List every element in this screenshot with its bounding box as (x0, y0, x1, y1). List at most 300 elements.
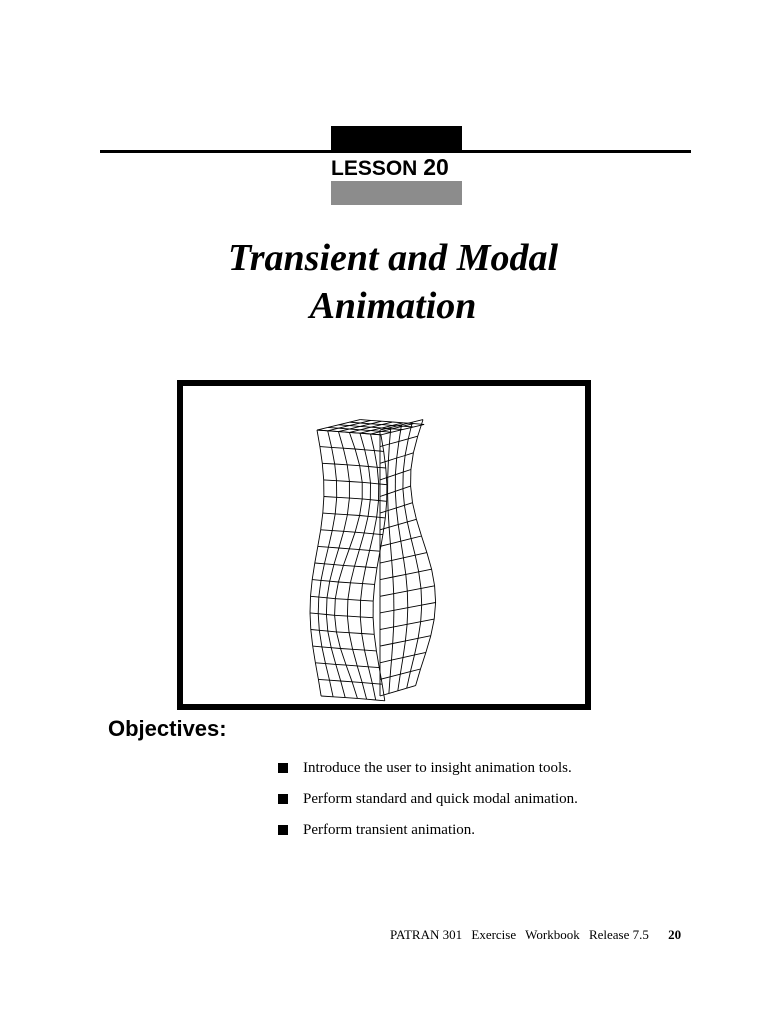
mesh-line (374, 634, 376, 651)
mesh-line (343, 448, 347, 465)
mesh-line (398, 525, 401, 542)
mesh-line (341, 681, 352, 682)
mesh-line (362, 482, 370, 483)
mesh-line (322, 647, 331, 648)
page-title (150, 234, 636, 330)
mesh-line (419, 572, 421, 589)
mesh-line (407, 519, 416, 522)
mesh-line (360, 466, 363, 483)
mesh-line (352, 682, 362, 683)
mesh-line (317, 430, 328, 431)
mesh-line (393, 627, 394, 644)
mesh-line (360, 424, 371, 427)
mesh-line (374, 451, 377, 468)
mesh-line (403, 427, 414, 430)
mesh-line (406, 572, 419, 575)
mesh-line (407, 591, 408, 608)
mesh-line (360, 499, 363, 516)
objective-text: Perform standard and quick modal animation. (303, 791, 578, 807)
mesh-line (392, 560, 393, 577)
mesh-line (382, 422, 393, 425)
mesh-line (380, 627, 394, 630)
mesh-line (393, 422, 404, 423)
mesh-line (343, 549, 349, 566)
mesh-line (344, 515, 348, 532)
mesh-line (405, 439, 408, 456)
mesh-line (416, 669, 421, 686)
mesh-line (421, 652, 426, 669)
mesh-line (349, 549, 359, 550)
mesh-line (418, 420, 423, 437)
mesh-line (330, 581, 339, 582)
mesh-line (339, 426, 350, 429)
mesh-line (355, 449, 360, 466)
mesh-line (328, 425, 339, 428)
mesh-line (330, 565, 334, 582)
mesh-line (328, 428, 339, 431)
mesh-line (331, 648, 340, 649)
mesh-line (341, 649, 347, 666)
mesh-line (360, 431, 371, 434)
mesh-line (388, 444, 389, 461)
mesh-line (415, 652, 426, 655)
mesh-line (360, 426, 371, 427)
mesh-line (422, 603, 436, 606)
mesh-line (377, 467, 386, 468)
mesh-line (389, 427, 390, 444)
mesh-line (410, 655, 414, 672)
mesh-line (382, 425, 393, 426)
mesh-line (339, 429, 350, 432)
mesh-line (327, 581, 330, 598)
mesh-line (311, 580, 313, 597)
mesh-line (345, 698, 357, 699)
mesh-line (339, 428, 350, 429)
mesh-line (431, 619, 434, 636)
mesh-line (369, 467, 378, 468)
mesh-line (355, 516, 360, 533)
mesh-line (335, 464, 348, 465)
mesh-line (336, 632, 340, 649)
mesh-line (369, 467, 371, 484)
mesh-line (374, 451, 383, 452)
mesh-line (321, 530, 333, 531)
mesh-line (318, 679, 321, 696)
mesh-line (360, 433, 365, 450)
mesh-line (338, 565, 343, 582)
mesh-line (349, 633, 353, 650)
deformed-mesh-figure (183, 386, 585, 704)
mesh-line (390, 541, 400, 544)
mesh-line (383, 518, 385, 535)
mesh-line (349, 430, 360, 433)
mesh-line (311, 596, 319, 597)
mesh-line (421, 586, 435, 589)
mesh-line (386, 468, 387, 485)
mesh-line (380, 594, 394, 597)
mesh-line (320, 447, 322, 464)
mesh-line (326, 615, 327, 632)
mesh-line (319, 630, 328, 631)
mesh-line (421, 619, 435, 622)
mesh-line (333, 697, 345, 698)
mesh-line (396, 508, 398, 525)
mesh-line (403, 489, 405, 506)
mesh-line (353, 649, 365, 650)
mesh-line (343, 448, 355, 449)
mesh-line (380, 644, 393, 647)
mesh-line (328, 431, 339, 432)
mesh-line (373, 618, 374, 635)
mesh-line (315, 663, 325, 664)
mesh-line (353, 649, 358, 666)
mesh-line (360, 420, 371, 421)
mesh-line (337, 497, 350, 498)
mesh-line (324, 497, 337, 498)
mesh-line (310, 613, 311, 630)
mesh-line (327, 598, 335, 599)
mesh-line (349, 426, 360, 427)
page-footer (390, 927, 687, 943)
mesh-line (435, 586, 436, 603)
mesh-line (398, 674, 401, 691)
mesh-line (399, 439, 408, 442)
mesh-line (421, 605, 422, 622)
mesh-line (362, 634, 365, 651)
mesh-line (336, 664, 341, 681)
mesh-line (371, 420, 382, 421)
mesh-line (349, 432, 355, 449)
mesh-line (385, 501, 386, 518)
mesh-line (349, 482, 362, 483)
mesh-line (365, 650, 377, 651)
mesh-line (335, 582, 338, 599)
mesh-line (380, 660, 392, 663)
mesh-line (403, 456, 405, 473)
mesh-line (389, 441, 399, 444)
mesh-line (397, 441, 399, 458)
mesh-line (331, 648, 336, 665)
mesh-line (403, 470, 411, 473)
mesh-line (326, 664, 336, 665)
lesson-word: LESSON (331, 157, 418, 180)
mesh-line (311, 630, 313, 647)
mesh-line (332, 447, 344, 448)
mesh-line (326, 664, 330, 681)
mesh-line (360, 466, 369, 467)
mesh-line (390, 544, 391, 561)
mesh-line (388, 461, 389, 478)
mesh-line (321, 580, 330, 581)
mesh-line (418, 636, 431, 639)
mesh-line (359, 550, 369, 551)
mesh-line (394, 624, 408, 627)
mesh-line (408, 436, 417, 439)
mesh-line (313, 646, 322, 647)
mesh-line (372, 683, 382, 684)
mesh-line (347, 616, 360, 617)
mesh-line (362, 499, 370, 500)
mesh-line (349, 423, 360, 426)
mesh-line (363, 567, 366, 584)
mesh-line (416, 519, 421, 536)
mesh-line (434, 603, 435, 620)
mesh-line (346, 665, 352, 682)
mesh-line (321, 564, 324, 581)
mesh-line (315, 663, 318, 680)
mesh-line (319, 580, 321, 597)
mesh-line (352, 682, 357, 699)
mesh-line (362, 683, 366, 700)
mesh-line (328, 631, 337, 632)
mesh-line (427, 553, 432, 570)
mesh-line (373, 584, 374, 601)
mesh-line (335, 514, 347, 515)
mesh-line (335, 464, 337, 481)
mesh-line (332, 447, 335, 464)
mesh-line (389, 527, 390, 544)
mesh-line (365, 450, 375, 451)
mesh-line (404, 503, 412, 506)
mesh-line (322, 647, 326, 664)
mesh-line (347, 599, 348, 616)
mesh-line (349, 532, 355, 549)
mesh-line (334, 565, 344, 566)
bullet-square-icon (278, 794, 288, 804)
mesh-line (336, 664, 346, 665)
mesh-line (394, 591, 408, 594)
bullet-square-icon (278, 763, 288, 773)
mesh-line (357, 698, 366, 699)
mesh-line (371, 434, 381, 435)
mesh-line (335, 599, 348, 600)
mesh-line (407, 686, 416, 689)
mesh-line (403, 558, 405, 575)
mesh-line (338, 582, 350, 583)
mesh-line (368, 500, 370, 517)
lesson-number: 20 (423, 154, 449, 180)
mesh-line (380, 461, 388, 464)
mesh-line (360, 427, 371, 430)
mesh-line (390, 674, 400, 677)
mesh-line (371, 425, 382, 428)
mesh-line (380, 577, 393, 580)
mesh-line (346, 665, 357, 666)
mesh-line (361, 600, 374, 601)
mesh-line (318, 546, 329, 547)
mesh-line (317, 430, 320, 447)
mesh-line (392, 644, 393, 661)
mesh-line (394, 608, 408, 611)
mesh-line (408, 605, 422, 608)
mesh-line (366, 567, 377, 568)
mesh-line (339, 425, 350, 426)
mesh-line (355, 550, 360, 567)
mesh-line (403, 655, 415, 658)
mesh-line (415, 638, 419, 655)
mesh-line (324, 564, 334, 565)
mesh-line (366, 550, 370, 567)
mesh-line (411, 486, 413, 503)
mesh-line (365, 450, 369, 467)
mesh-line (349, 633, 362, 634)
mesh-line (319, 630, 322, 647)
mesh-line (347, 465, 360, 466)
mesh-line (360, 617, 361, 634)
mesh-line (377, 467, 379, 484)
mesh-line (349, 426, 360, 429)
mesh-line (347, 616, 349, 633)
mesh-line (348, 583, 351, 600)
mesh-line (328, 547, 339, 548)
mesh-line (377, 517, 386, 518)
mesh-line (364, 533, 373, 534)
mesh-line (359, 533, 364, 550)
mesh-line (389, 691, 398, 694)
mesh-line (405, 638, 418, 641)
mesh-line (380, 511, 388, 514)
mesh-line (337, 481, 350, 482)
mesh-line (407, 672, 411, 689)
mesh-line (371, 424, 382, 425)
mesh-line (374, 534, 383, 535)
mesh-line (400, 672, 410, 675)
mesh-line (349, 429, 360, 430)
mesh-line (357, 666, 368, 667)
mesh-line (400, 658, 403, 675)
mesh-line (380, 610, 394, 613)
mesh-line (398, 688, 407, 691)
mesh-line (377, 501, 379, 518)
footer-workbook: Workbook (525, 927, 580, 942)
mesh-line (311, 630, 320, 631)
mesh-line (318, 597, 319, 614)
mesh-line (355, 449, 365, 450)
mesh-line (320, 447, 332, 448)
mesh-line (334, 548, 339, 565)
mesh-line (422, 536, 427, 553)
mesh-line (321, 696, 333, 697)
mesh-line (344, 531, 355, 532)
mesh-line (421, 588, 422, 605)
mesh-line (370, 534, 374, 551)
mesh-line (312, 580, 321, 581)
mesh-line (413, 436, 417, 453)
mesh-line (367, 699, 376, 700)
mesh-line (347, 465, 349, 482)
mesh-line (368, 667, 372, 684)
mesh-line (382, 421, 393, 422)
mesh-line (413, 503, 417, 520)
mesh-line (401, 539, 411, 542)
mesh-line (336, 632, 349, 633)
mesh-line (355, 532, 364, 533)
mesh-line (432, 569, 435, 586)
mesh-line (335, 615, 348, 616)
mesh-line (384, 451, 386, 468)
mesh-line (392, 558, 404, 561)
mesh-line (398, 522, 407, 525)
mesh-line (388, 491, 396, 494)
mesh-line (318, 614, 319, 631)
mesh-line (332, 514, 335, 531)
mesh-line (370, 500, 378, 501)
mesh-line (396, 505, 404, 508)
mesh-line (348, 599, 361, 600)
mesh-line (411, 453, 414, 470)
mesh-line (388, 508, 396, 511)
mesh-line (339, 531, 344, 548)
mesh-line (380, 444, 389, 447)
mesh-line (362, 683, 372, 684)
mesh-line (310, 613, 318, 614)
mesh-line (370, 550, 380, 551)
mesh-line (362, 634, 375, 635)
mesh-line (412, 420, 423, 423)
mesh-line (371, 483, 379, 484)
mesh-line (339, 432, 350, 433)
mesh-line (321, 513, 323, 530)
mesh-line (360, 420, 371, 423)
footer-product: PATRAN 301 (390, 927, 463, 942)
title-line-1: Transient and Modal (227, 237, 559, 279)
mesh-line (395, 458, 396, 475)
mesh-line (376, 700, 385, 701)
mesh-line (395, 491, 396, 508)
mesh-line (343, 565, 354, 566)
mesh-line (330, 680, 334, 697)
mesh-line (330, 680, 341, 681)
mesh-line (380, 527, 389, 530)
mesh-line (347, 498, 349, 515)
mesh-line (313, 646, 316, 663)
mesh-line (405, 453, 413, 456)
mesh-line (363, 584, 375, 585)
mesh-line (377, 551, 380, 568)
mesh-line (349, 432, 360, 433)
mesh-line (328, 531, 332, 548)
mesh-line (315, 546, 318, 563)
bullet-square-icon (278, 825, 288, 835)
mesh-line (319, 597, 327, 598)
mesh-line (407, 522, 411, 539)
mesh-line (419, 569, 432, 572)
mesh-line (405, 624, 407, 641)
figure-frame (177, 380, 591, 710)
mesh-line (371, 427, 382, 428)
objective-text: Introduce the user to insight animation tools. (303, 760, 572, 776)
mesh-line (418, 622, 421, 639)
mesh-line (312, 563, 315, 580)
mesh-line (413, 424, 424, 427)
mesh-line (393, 577, 394, 594)
footer-page-number: 20 (668, 927, 682, 942)
footer-exercise: Exercise (471, 927, 517, 942)
mesh-line (317, 427, 328, 430)
mesh-line (347, 515, 359, 516)
mesh-line (395, 489, 403, 492)
mesh-line (388, 494, 389, 511)
mesh-line (415, 553, 427, 556)
mesh-line (365, 650, 369, 667)
mesh-line (318, 614, 326, 615)
mesh-line (324, 480, 337, 481)
mesh-line (341, 681, 346, 698)
mesh-line (349, 420, 360, 423)
mesh-line (341, 649, 353, 650)
mesh-line (380, 693, 389, 696)
mesh-line (335, 497, 337, 514)
